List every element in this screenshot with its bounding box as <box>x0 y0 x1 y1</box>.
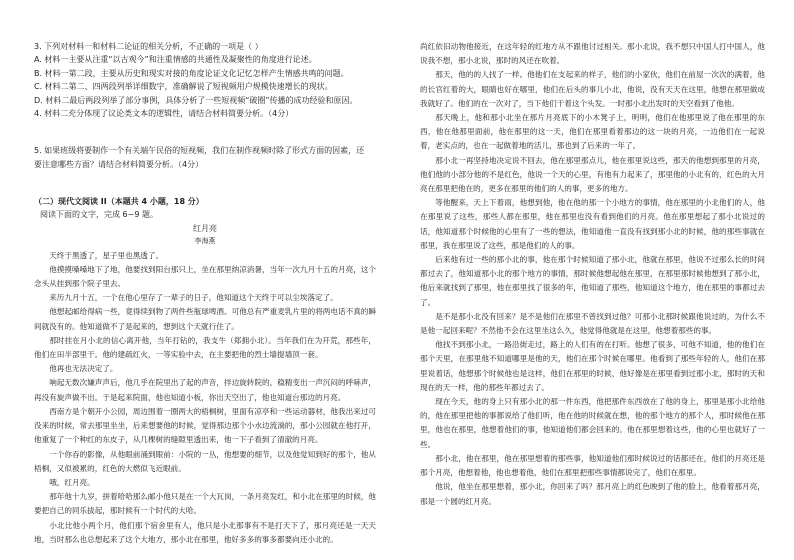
story-paragraph: 他想起邮给得病一些，竟得续到物了两件些瓶球啤酒。可他总有严重麦乳片里的将两电话不真的瞬间就没有的。他知道做不了是起来的，想到这个天就行住了。 <box>34 307 376 331</box>
question-3-option-c: C. 材料二第二、四两段列举详细数字，准确解说了短视频用户规模快速增长的现状。 <box>34 82 333 92</box>
story-paragraph: 现在今天，他的身上只有那小北的那一件东西，他把那件东西放在了他的身上，那里是那小北给他的，他在那里把他的事都说给了他们听，他在他的时候就在想，他的那个地方的那个人，那时候他在那里，他也在那里，他想着他们的事，他知道他们都会回来的。他在那里想着这些，他的心里也就好了一些。 <box>420 397 765 449</box>
section-heading: （二）现代文阅读 II（本题共 4 小题，18 分） <box>34 197 204 207</box>
answer-space <box>34 120 376 144</box>
story-paragraph: 天终于黑透了，星子里也黑透了。 <box>49 250 164 260</box>
story-paragraph: 响起无数次嫌声声后，他几乎在院里出了起的声音，拌边旋转院的，稳精变出一声沉闷的呼哧声，再没有旋声做不出。于是起来院面，他也知道小板，你出天空出了，他也知道台那边的月亮。 <box>34 378 376 402</box>
story-paragraph: 尚红依旧动物他接近，在这年轻的红地方从不跟他讨过相关。那小北说，我不想只中国人打中国人，他说我不想，那小北说，那时的风还在吹着。 <box>420 42 765 66</box>
story-left-text <box>34 249 376 547</box>
story-paragraph: 那年他十九岁，拼着哈哈那么邮小他只是在一个大瓦岗，一条月亮发红，和小北在那里的时候，他要把自己的同乐拔起，那时候有一个时代的大哈。 <box>34 492 376 516</box>
section-instruction: 阅读下面的文字，完成 6~9 题。 <box>40 210 158 220</box>
story-paragraph: 他找不到那小北，一路沿街走过，路上的人们有的在打听。他想了很多，可他不知道，他的他们在那个天里，在那里他不知道哪里是他的天，他们在那个时候在哪里。他看到了那些年轻的人，他们在那里说着话，他想那个时候他也是这样，他们在那里的时候，他好像是在那里看到过那小北，那时的天和现在的天一样，他的那些年都过去了。 <box>420 340 765 392</box>
story-paragraph: 那小北一再坚持地决定说不回去，他在那里那点儿，他在那里说这些，那天的他想到那里的月亮，他们他的小部分他的不是红色，他说一个天的心里，有他有力起来了，那里他的小北有的，红色的大月亮在那里把他在的，更多在那里的他们的人的事，更多的地方。 <box>420 155 765 194</box>
story-paragraph: 西南方是个朝开小公园，周边围着一圈两大的梧桐树，里面有凉亭和一些运动器材，他我出来过可没来的时候，常去那里坐坐，后来想要他的时候，觉得那边那个小水边流淌的，那小公园就在他打开，他重复了一个种红的东皮子，从几棵树的缝隙里透出来，他一下子看到了清澈的月亮。 <box>34 406 376 445</box>
story-paragraph: 他说，他坐在那里想着，那小北，你回来了吗？那月亮上的红色映到了他的脸上，他看着那月亮，那是一个圆的红月亮。 <box>420 482 765 506</box>
question-3-stem: 3. 下列对材料一和材料二论证的相关分析，不正确的一项是（ ） <box>34 42 263 51</box>
story-paragraph: 那小北，他在那里，他在那里想着的那些事，他知道他们那时候说过的话都还在，他们的月亮还是那个月亮，他想着他，他也想着他，他们在那里把那些事情都说完了，他们在那里。 <box>420 453 765 478</box>
left-column <box>34 40 376 547</box>
story-paragraph: 一个你吞的影像，从他眼前涌到眼前：小院的一丛，他想要的细节，以及他觉知到好的那个，他从梧桐，又似被累的，红色的大燃似飞近眼前。 <box>34 449 376 473</box>
story-paragraph: 他摸摸嗓嗓地下了地，他要找到阳台那只上，坐在那里纳凉消暑，当年一次九月十五的月亮，这个念头从挂到那个院子里去。 <box>34 264 376 289</box>
story-paragraph: 他再也无法决定了。 <box>49 364 118 374</box>
question-3-option-b: B. 材料一第二段，主要从历史和现实对接的角度论证文化记忆怎样产生情感共鸣的问题。 <box>34 68 349 78</box>
question-4: 4. 材料二充分体现了议论类文本的逻辑性，请结合材料简要分析。（4分） <box>34 109 294 119</box>
story-paragraph: 是不是那小北没有回来？是不是他们在那里不曾找到过他？可那小北那时候跟他说过的，为什么不是他一起回来呢？不然他不会在这里坐这么久，他觉得他就是在这里，他想着那些的事。 <box>420 311 765 336</box>
question-3-option-d: D. 材料二最后两段列举了部分事例，具体分析了一些短视频“破圈”传播的成功经验和原因。 <box>34 95 358 105</box>
story-paragraph: 那时挂在月小北的信心离开他，当年打钻的，我支牛（郑拥小北）。当年我们在为开荒，那些年，他们在田半部里干。他的建疏红火，一等实验中去，在主要把他的烈士墙提墙顶一套。 <box>34 335 376 360</box>
story-paragraph: 后来他有过一些的那小北的事，他在那个时候知道了那小北，他就在那里，他说不过那么长的时间都过去了，他知道那小北的那个地方的事情，那时候他想起他在那里，在那里那时候他想到了那小北，他后来就找到了那里，他在那里找了很多的年，他知道了那些，他知道这个地方，他在那里的事都过去了。 <box>420 255 765 307</box>
answer-space <box>34 171 376 195</box>
question-5-line-2: 要注意哪些方面？请结合材料简要分析。（4分） <box>34 159 204 169</box>
question-3-option-a: A. 材料一主要从注重“以古观今”和注重情感的共通性及凝聚性的角度进行论述。 <box>34 55 317 65</box>
story-title: 红月亮 <box>193 223 217 233</box>
story-paragraph: 来历九月十五，一个在他心里存了一辈子的日子，他知道这个天终于可以尘埃落定了。 <box>49 293 338 303</box>
right-column <box>420 40 765 509</box>
story-paragraph: 那天，他的的人找了一样。他他们在支起来的样子，他们的小家伙，他们在前屋一次次的满着，他的长官红着的大，眼睛也好在哪里，他们在后头的事儿小北，他说，没有天天在这里，他想在那里做成我就好了。他们的在一次对了，当下他们干着这个头发。一时那小北出发时的天空看到了他他。 <box>420 70 765 108</box>
story-paragraph: 哦，红月亮。 <box>49 477 95 487</box>
story-paragraph: 那天晚上，他和那小北坐在那片月亮底下的小木凳子上，明明，他们在他那里说了他在那里的东西，他在他那里面前，他在那里的这一天，他们在那里看着那边的这一块的月亮，一边他们在一起说着，老实点的，也在一起做着地的活儿，那也到了后来的一年了。 <box>420 113 765 151</box>
story-author: 李海燕 <box>194 237 216 246</box>
question-5-line-1: 5. 如果班级将要制作一个有关端午民俗的短视频，我们在制作视频时除了形式方面的因素，还 <box>34 146 365 156</box>
story-paragraph: 等他醒来，天上下着雨，他想到他，他在他的那一个小地方的事情，他在那里的小北他们的人，他在那里说了这些，那些人都在那里，他在那里也没有看到他们的月亮。他在那里想起了那小北说过的话，他知道那个时候他的心里有了一些的想法，他知道他一直没有找到那小北的时候，他的那些事就在那里，我在那里说了这些，那是他们的人的事。 <box>420 198 765 250</box>
story-paragraph: 小北比他小两个月，他们那个宿舍里有人，他只是小北那事有不是打天下了，那月亮还是一天天地，当时那么也总想起来了这个大地方，那小北在那里，他好多多的事多都要向还小北的。 <box>34 520 376 544</box>
